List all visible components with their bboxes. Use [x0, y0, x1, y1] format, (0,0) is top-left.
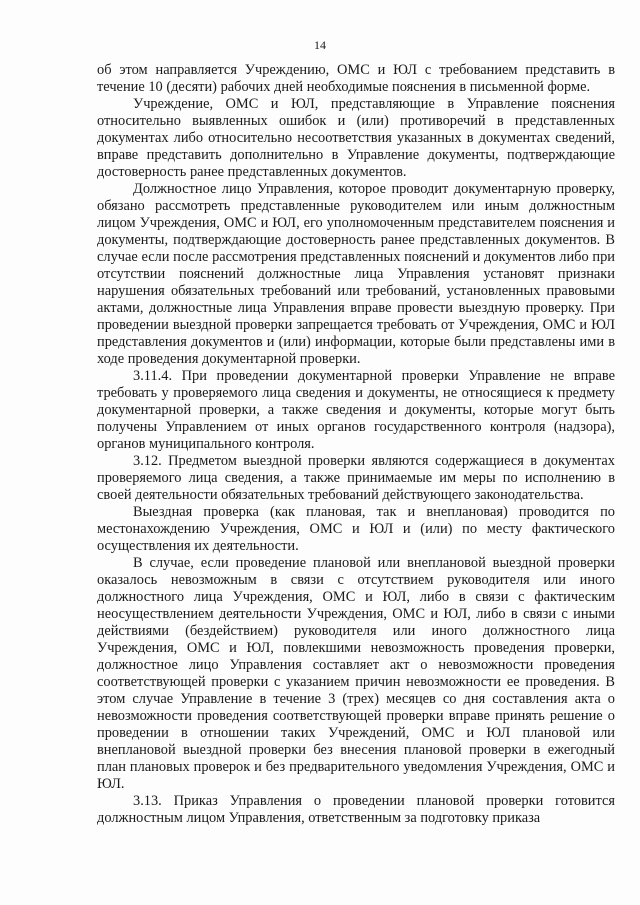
paragraph-3-12: 3.12. Предметом выездной проверки являются содержащиеся в документах проверяемого лица сведения, а также принимаемые им меры по исполнению в своей деятельности обязательных требований действующего законодательства.: [97, 453, 615, 503]
document-body: [97, 62, 615, 827]
paragraph-3-11-4: 3.11.4. При проведении документарной проверки Управление не вправе требовать у проверяемого лица сведения и документы, не относящиеся к предмету документарной проверки, а также сведения и документы, которые могут быть получены Управлением от иных органов государственного контроля (надзора), органов муниципального контроля.: [97, 368, 615, 452]
paragraph-3-13: 3.13. Приказ Управления о проведении плановой проверки готовится должностным лицом Управления, ответственным за подготовку приказа: [97, 793, 615, 826]
paragraph-explanations: Учреждение, ОМС и ЮЛ, представляющие в Управление пояснения относительно выявленных ошибок и (или) противоречий в представленных документах либо относительно несоответствия указанных в документах сведений, вправе представить дополнительно в Управление документы, подтверждающие достоверность ранее представленных документов.: [97, 96, 615, 180]
paragraph-continuation: об этом направляется Учреждению, ОМС и ЮЛ с требованием представить в течение 10 (десяти) рабочих дней необходимые пояснения в письменной форме.: [97, 62, 615, 95]
page-number: 14: [314, 38, 326, 52]
paragraph-onsite-location: Выездная проверка (как плановая, так и внеплановая) проводится по местонахождению Учреждения, ОМС и ЮЛ и (или) по месту фактического осуществления их деятельности.: [97, 504, 615, 554]
paragraph-official-review: Должностное лицо Управления, которое проводит документарную проверку, обязано рассмотреть представленные руководителем или иным должностным лицом Учреждения, ОМС и ЮЛ, его уполномоченным представителем пояснения и документы, подтверждающие достоверность ранее представленных документов. В случае если после рассмотрения представленных пояснений и документов либо при отсутствии пояснений должностные лица Управления установят признаки нарушения обязательных требований или требований, установленных правовыми актами, должностные лица Управления вправе провести выездную проверку. При проведении выездной проверки запрещается требовать от Учреждения, ОМС и ЮЛ представления документов и (или) информации, которые были представлены ими в ходе проведения документарной проверки.: [97, 181, 615, 367]
paragraph-impossibility: В случае, если проведение плановой или внеплановой выездной проверки оказалось невозможным в связи с отсутствием руководителя или иного должностного лица Учреждения, ОМС и ЮЛ, либо в связи с фактическим неосуществлением деятельности Учреждения, ОМС и ЮЛ, либо в связи с иными действиями (бездействием) руководителя или иного должностного лица Учреждения, ОМС и ЮЛ, повлекшими невозможность проведения проверки, должностное лицо Управления составляет акт о невозможности проведения соответствующей проверки с указанием причин невозможности ее проведения. В этом случае Управление в течение 3 (трех) месяцев со дня составления акта о невозможности проведения соответствующей проверки вправе принять решение о проведении в отношении таких Учреждений, ОМС и ЮЛ плановой или внеплановой выездной проверки без внесения плановой проверки в ежегодный план плановых проверок и без предварительного уведомления Учреждения, ОМС и ЮЛ.: [97, 555, 615, 792]
